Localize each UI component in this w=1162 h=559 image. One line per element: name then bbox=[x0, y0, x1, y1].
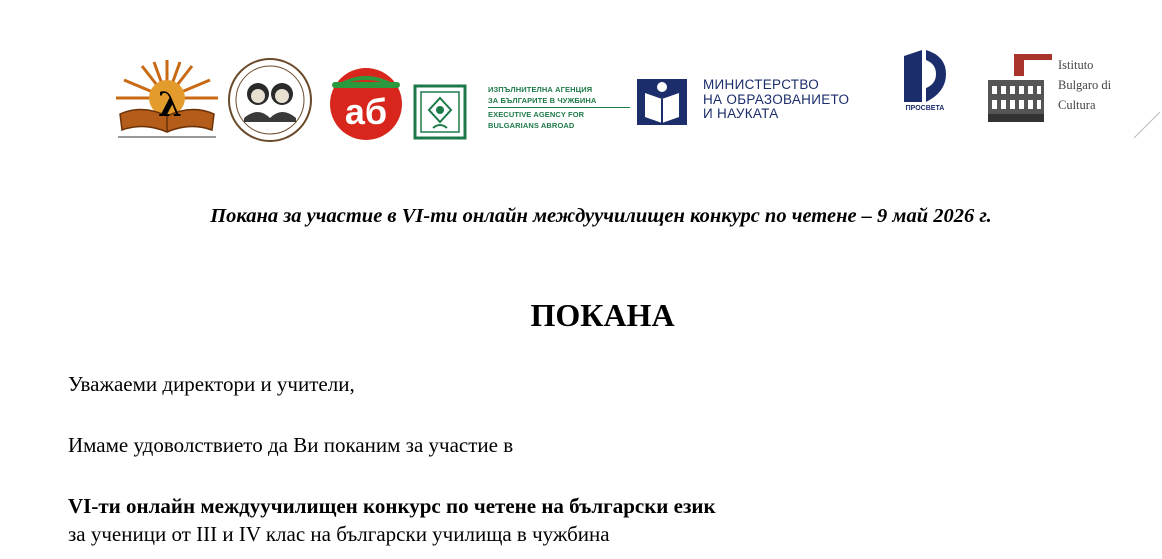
ab-text: аб bbox=[344, 91, 388, 132]
contest-audience: за ученици от III и IV клас на български училища в чужбина bbox=[68, 522, 610, 546]
document-heading: Покана за участие в VI-ти онлайн междуучилищен конкурс по четене – 9 май 2026 г. bbox=[210, 205, 992, 227]
ministry-line-2: НА ОБРАЗОВАНИЕТО bbox=[703, 91, 850, 107]
contest-name: VI-ти онлайн междуучилищен конкурс по четене на български език bbox=[68, 494, 716, 518]
ministry-name bbox=[703, 78, 849, 122]
agency-line-3: EXECUTIVE AGENCY FOR bbox=[488, 110, 585, 119]
agency-line-4: BULGARIANS ABROAD bbox=[488, 121, 575, 130]
agency-name bbox=[488, 84, 638, 131]
istituto-name bbox=[1058, 55, 1111, 115]
logo-strip bbox=[0, 0, 1162, 160]
portraits-circle-logo bbox=[226, 56, 314, 144]
istituto-colosseum-logo bbox=[984, 52, 1054, 124]
ab-logo bbox=[326, 66, 406, 142]
ministry-line-1: МИНИСТЕРСТВО bbox=[703, 77, 820, 92]
istituto-line-2: Bulgaro di bbox=[1058, 78, 1112, 92]
istituto-line-1: Istituto bbox=[1058, 58, 1094, 72]
alpha-letter: λ bbox=[158, 85, 182, 125]
corner-mark bbox=[1132, 108, 1162, 140]
intro-paragraph: Имаме удоволствието да Ви поканим за участие в bbox=[68, 433, 514, 457]
prosveta-label: ПРОСВЕТА bbox=[905, 105, 945, 112]
green-emblem-logo bbox=[413, 84, 467, 140]
agency-line-1: ИЗПЪЛНИТЕЛНА АГЕНЦИЯ bbox=[488, 85, 593, 94]
ministry-book-icon bbox=[635, 77, 689, 127]
greeting: Уважаеми директори и учители, bbox=[68, 372, 355, 396]
school-sun-book-logo bbox=[112, 58, 222, 144]
prosveta-logo bbox=[900, 48, 950, 104]
istituto-line-3: Cultura bbox=[1058, 98, 1096, 112]
ministry-line-3: И НАУКАТА bbox=[703, 106, 779, 121]
document-title: ПОКАНА bbox=[530, 297, 675, 333]
agency-line-2: ЗА БЪЛГАРИТЕ В ЧУЖБИНА bbox=[488, 96, 597, 105]
